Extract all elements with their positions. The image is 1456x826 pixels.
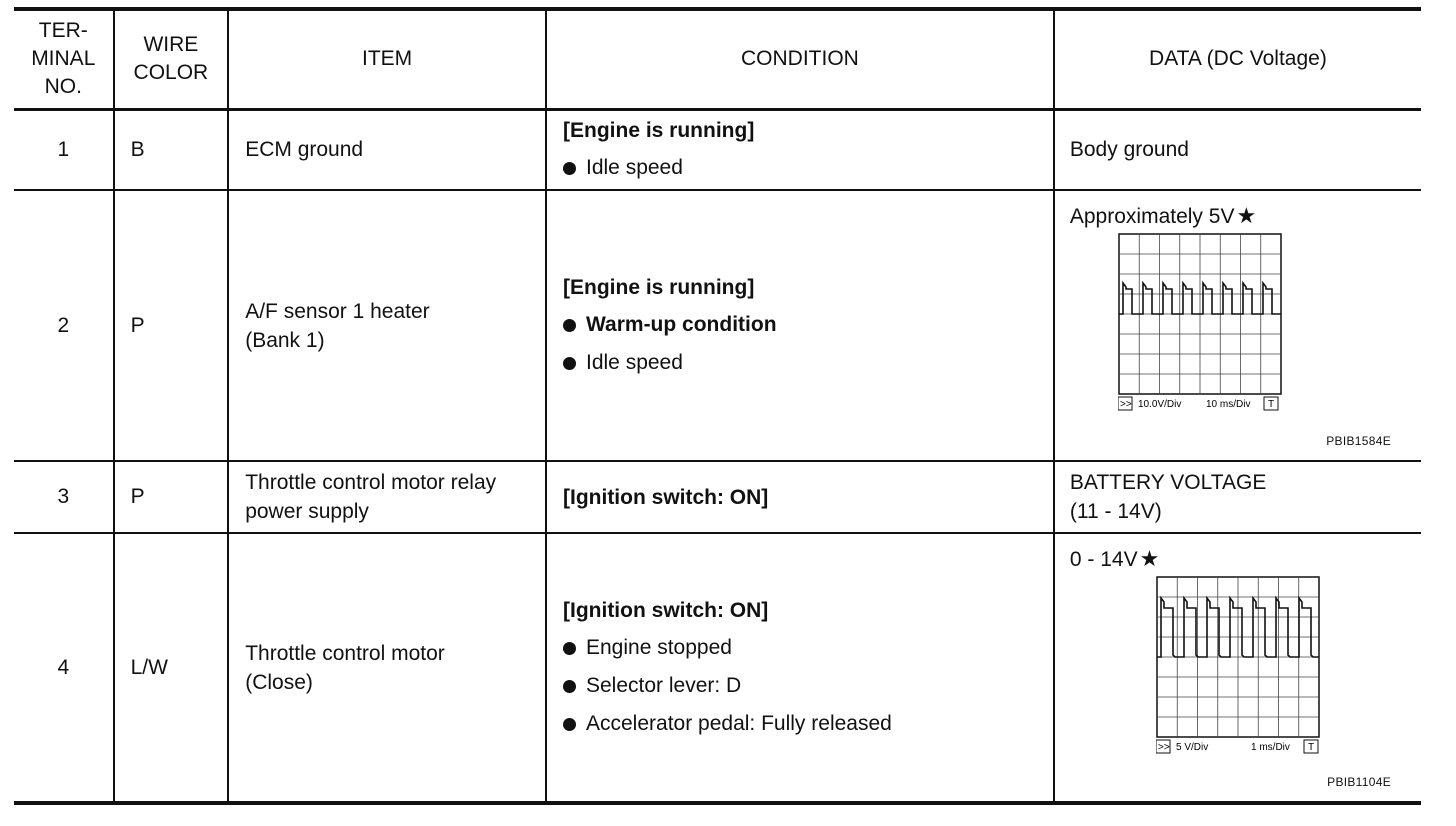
header-data: DATA (DC Voltage)	[1054, 9, 1421, 109]
wire-color: P	[114, 190, 229, 461]
star-icon: ★	[1236, 203, 1257, 228]
item-cell: Throttle control motor relay power supply	[228, 461, 546, 533]
data-cell: Approximately 5V★ >> 10.0V/Div 10 ms/Div T PBIB1584E	[1054, 190, 1421, 461]
header-wire-color: WIRE COLOR	[114, 9, 229, 109]
item-cell: ECM ground	[228, 109, 546, 190]
header-item: ITEM	[228, 9, 546, 109]
terminal-no: 4	[14, 533, 114, 803]
data-cell: 0 - 14V★ >> 5 V/Div 1 ms/Div T PBIB1104E	[1054, 533, 1421, 803]
data-cell: BATTERY VOLTAGE (11 - 14V)	[1054, 461, 1421, 533]
figure-code: PBIB1584E	[1326, 434, 1391, 448]
scope-arrow: >>	[1119, 399, 1132, 410]
scope-volt-div: 5 V/Div	[1175, 742, 1209, 753]
scope-time-div: 1 ms/Div	[1250, 742, 1290, 753]
wire-color: L/W	[114, 533, 229, 803]
scope-trigger: T	[1267, 399, 1274, 410]
item-cell: A/F sensor 1 heater (Bank 1)	[228, 190, 546, 461]
scope-volt-div: 10.0V/Div	[1137, 399, 1182, 410]
bullet-icon	[563, 642, 576, 655]
condition-bullet: Engine stopped	[563, 629, 1053, 667]
terminal-table	[14, 7, 1421, 805]
bullet-icon	[563, 718, 576, 731]
scope-time-div: 10 ms/Div	[1205, 399, 1251, 410]
wire-color: P	[114, 461, 229, 533]
bullet-icon	[563, 162, 576, 175]
condition-bullet: Idle speed	[563, 344, 1053, 382]
table-row	[14, 190, 1421, 461]
condition-bullet: Idle speed	[563, 149, 1053, 187]
oscilloscope-waveform-2	[1156, 576, 1331, 761]
header-terminal: TER- MINAL NO.	[14, 9, 114, 109]
table-row	[14, 533, 1421, 803]
star-icon: ★	[1139, 546, 1160, 571]
condition-cell	[546, 109, 1054, 190]
terminal-no: 2	[14, 190, 114, 461]
condition-bullet: Accelerator pedal: Fully released	[563, 705, 1053, 743]
figure-code: PBIB1104E	[1327, 775, 1391, 789]
bullet-icon	[563, 319, 576, 332]
bullet-icon	[563, 680, 576, 693]
condition-cell	[546, 461, 1054, 533]
header-condition: CONDITION	[546, 9, 1054, 109]
condition-heading: [Engine is running]	[563, 276, 755, 299]
terminal-no: 1	[14, 109, 114, 190]
condition-heading: [Engine is running]	[563, 119, 755, 143]
condition-bullet: Warm-up condition	[563, 306, 1053, 344]
oscilloscope-waveform-1	[1118, 233, 1293, 418]
terminal-no: 3	[14, 461, 114, 533]
scope-trigger: T	[1307, 742, 1314, 753]
bullet-icon	[563, 357, 576, 370]
data-cell: Body ground	[1054, 109, 1421, 190]
condition-heading: [Ignition switch: ON]	[563, 485, 769, 509]
condition-cell	[546, 533, 1054, 803]
table-row	[14, 109, 1421, 190]
table-row	[14, 461, 1421, 533]
condition-heading: [Ignition switch: ON]	[563, 599, 769, 622]
item-cell: Throttle control motor (Close)	[228, 533, 546, 803]
condition-cell	[546, 190, 1054, 461]
condition-bullet: Selector lever: D	[563, 667, 1053, 705]
wire-color: B	[114, 109, 229, 190]
scope-arrow: >>	[1157, 742, 1170, 753]
